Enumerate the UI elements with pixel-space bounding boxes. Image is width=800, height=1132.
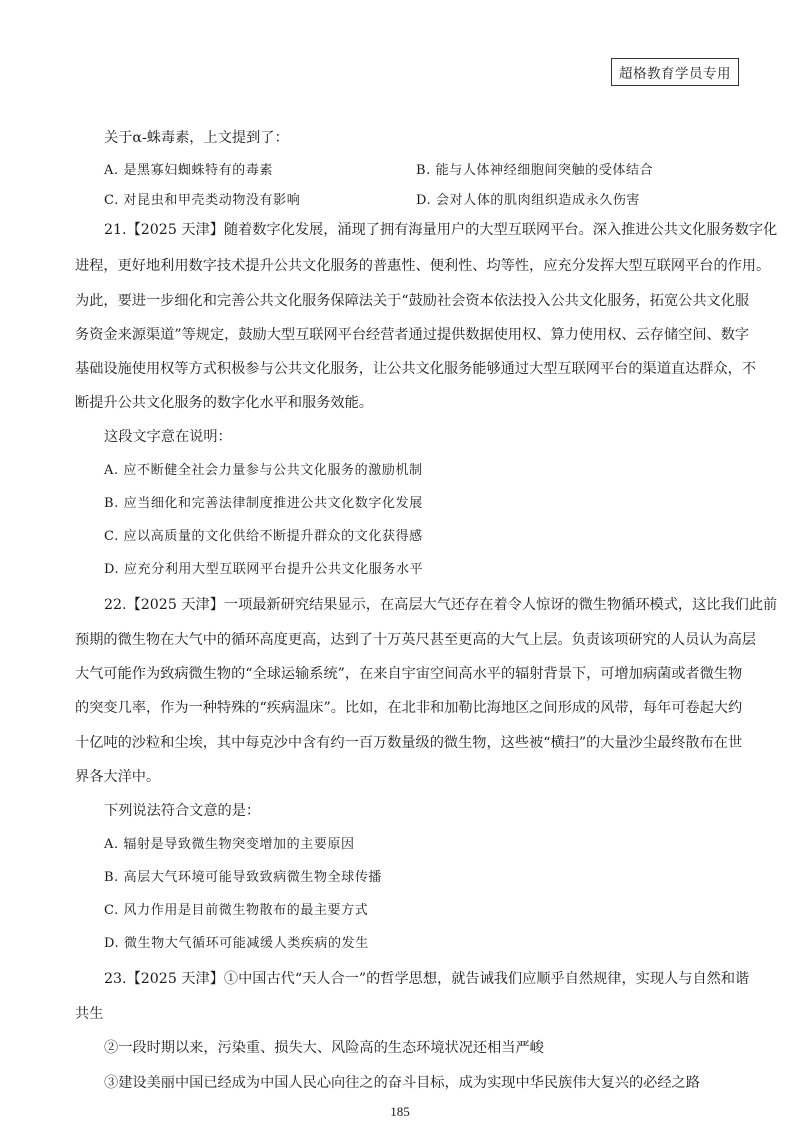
q22-paragraph-line-1: 22.【2025 天津】一项最新研究结果显示，在高层大气还存在着令人惊讶的微生物循环模式，这比我们此前 xyxy=(104,597,778,613)
q20-option-b: B. 能与人体神经细胞间突触的受体结合 xyxy=(416,163,654,178)
q20-option-d: D. 会对人体的肌肉组织造成永久伤害 xyxy=(416,193,641,208)
q23-paragraph-line-2: 共生 xyxy=(75,1006,104,1022)
q21-paragraph-line-4: 务资金来源渠道”等规定，鼓励大型互联网平台经营者通过提供数据使用权、算力使用权、云存储空间、数字 xyxy=(75,327,750,343)
q21-stem: 这段文字意在说明： xyxy=(104,429,232,445)
q22-paragraph-line-4: 的突变几率，作为一种特殊的“疾病温床”。比如，在北非和加勒比海地区之间形成的风带，每年可卷起大约 xyxy=(75,700,743,716)
q23-statement-3: ③建设美丽中国已经成为中国人民心向往之的奋斗目标，成为实现中华民族伟大复兴的必经之路 xyxy=(104,1075,700,1091)
q20-stem: 关于α-蛛毒素，上文提到了： xyxy=(104,130,289,146)
q22-option-a: A. 辐射是导致微生物突变增加的主要原因 xyxy=(104,837,355,852)
q21-paragraph-line-5: 基础设施使用权等方式积极参与公共文化服务，让公共文化服务能够通过大型互联网平台的渠道直达群众，不 xyxy=(75,361,757,377)
header-badge: 超格教育学员专用 xyxy=(611,58,739,86)
q22-paragraph-line-6: 界各大洋中。 xyxy=(75,769,161,785)
q22-stem: 下列说法符合文意的是： xyxy=(104,803,261,819)
q23-paragraph-line-1: 23.【2025 天津】①中国古代“天人合一”的哲学思想，就告诫我们应顺乎自然规律，实现人与自然和谐 xyxy=(104,971,750,987)
q20-option-c: C. 对昆虫和甲壳类动物没有影响 xyxy=(104,193,301,208)
q21-option-c: C. 应以高质量的文化供给不断提升群众的文化获得感 xyxy=(104,529,423,544)
page-number: 185 xyxy=(390,1104,410,1119)
q20-option-a: A. 是黑寡妇蜘蛛特有的毒素 xyxy=(104,163,274,178)
q21-option-b: B. 应当细化和完善法律制度推进公共文化数字化发展 xyxy=(104,496,423,511)
q21-option-d: D. 应充分利用大型互联网平台提升公共文化服务水平 xyxy=(104,562,424,577)
q23-statement-2: ②一段时期以来，污染重、损失大、风险高的生态环境状况还相当严峻 xyxy=(104,1040,544,1056)
q21-paragraph-line-2: 进程，更好地利用数字技术提升公共文化服务的普惠性、便利性、均等性，应充分发挥大型互联网平台的作用。 xyxy=(75,258,771,274)
q22-paragraph-line-3: 大气可能作为致病微生物的“全球运输系统”，在来自宇宙空间高水平的辐射背景下，可增加病菌或者微生物 xyxy=(75,666,743,682)
q22-option-d: D. 微生物大气循环可能减缓人类疾病的发生 xyxy=(104,936,369,951)
q21-paragraph-line-1: 21.【2025 天津】随着数字化发展，涌现了拥有海量用户的大型互联网平台。深入推进公共文化服务数字化 xyxy=(104,222,778,238)
q21-paragraph-line-6: 断提升公共文化服务的数字化水平和服务效能。 xyxy=(75,395,373,411)
q22-paragraph-line-2: 预期的微生物在大气中的循环高度更高，达到了十万英尺甚至更高的大气上层。负责该项研究的人员认为高层 xyxy=(75,632,757,648)
q21-paragraph-line-3: 为此，要进一步细化和完善公共文化服务保障法关于“鼓励社会资本依法投入公共文化服务，拓宽公共文化服 xyxy=(75,293,750,309)
q22-option-b: B. 高层大气环境可能导致致病微生物全球传播 xyxy=(104,870,383,885)
q22-option-c: C. 风力作用是目前微生物散布的最主要方式 xyxy=(104,903,369,918)
q21-option-a: A. 应不断健全社会力量参与公共文化服务的激励机制 xyxy=(104,463,423,478)
q22-paragraph-line-5: 十亿吨的沙粒和尘埃，其中每克沙中含有约一百万数量级的微生物，这些被“横扫”的大量沙尘最终散布在世 xyxy=(75,735,743,751)
